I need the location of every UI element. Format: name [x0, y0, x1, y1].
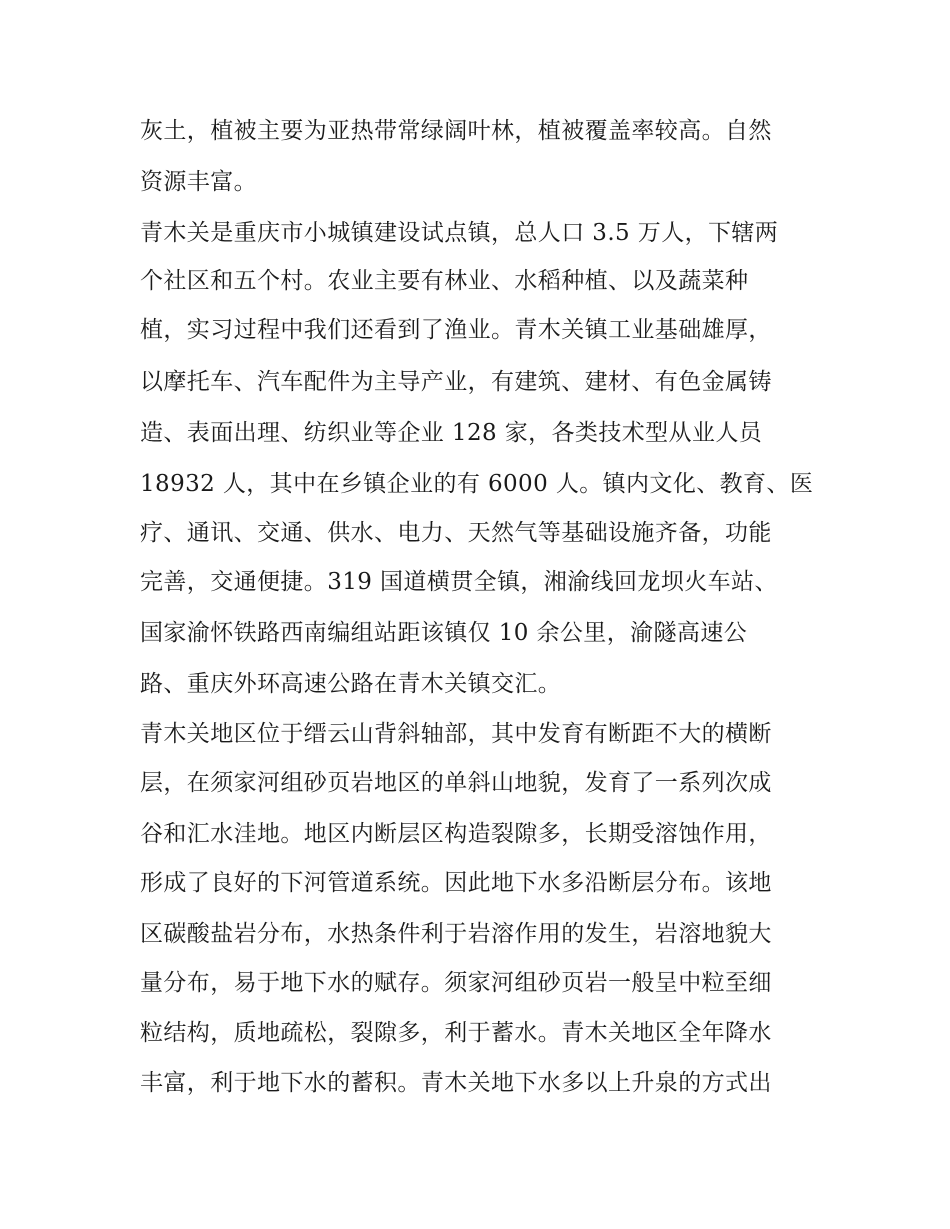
text-line: 谷和汇水洼地。地区内断层区构造裂隙多，长期受溶蚀作用， — [140, 821, 772, 847]
text-line: 18932 人，其中在乡镇企业的有 6000 人。镇内文化、教育、医 — [140, 471, 814, 497]
text-line: 国家渝怀铁路西南编组站距该镇仅 10 余公里，渝隧高速公 — [140, 620, 748, 646]
text-line: 青木关地区位于缙云山背斜轴部，其中发育有断距不大的横断 — [140, 721, 772, 747]
text-line: 以摩托车、汽车配件为主导产业，有建筑、建材、有色金属铸 — [140, 369, 772, 395]
text-line: 层，在须家河组砂页岩地区的单斜山地貌，发育了一系列次成 — [140, 770, 772, 796]
text-line: 丰富，利于地下水的蓄积。青木关地下水多以上升泉的方式出 — [140, 1070, 772, 1096]
text-line: 资源丰富。 — [140, 169, 257, 195]
text-line: 区碳酸盐岩分布，水热条件利于岩溶作用的发生，岩溶地貌大 — [140, 921, 772, 947]
text-line: 个社区和五个村。农业主要有林业、水稻种植、以及蔬菜种 — [140, 268, 749, 294]
text-line: 造、表面出理、纺织业等企业 128 家，各类技术型从业人员 — [140, 420, 763, 446]
text-line: 路、重庆外环高速公路在青木关镇交汇。 — [140, 671, 562, 697]
text-line: 植，实习过程中我们还看到了渔业。青木关镇工业基础雄厚， — [140, 317, 772, 343]
text-line: 量分布，易于地下水的赋存。须家河组砂页岩一般呈中粒至细 — [140, 970, 772, 996]
text-line: 形成了良好的下河管道系统。因此地下水多沿断层分布。该地 — [140, 870, 772, 896]
text-line: 疗、通讯、交通、供水、电力、天然气等基础设施齐备，功能 — [140, 520, 772, 546]
text-line: 粒结构，质地疏松，裂隙多，利于蓄水。青木关地区全年降水 — [140, 1020, 772, 1046]
text-line: 完善，交通便捷。319 国道横贯全镇，湘渝线回龙坝火车站、 — [140, 569, 778, 595]
text-line: 灰土，植被主要为亚热带常绿阔叶林，植被覆盖率较高。自然 — [140, 118, 772, 144]
text-line: 青木关是重庆市小城镇建设试点镇，总人口 3.5 万人，下辖两 — [140, 220, 779, 246]
